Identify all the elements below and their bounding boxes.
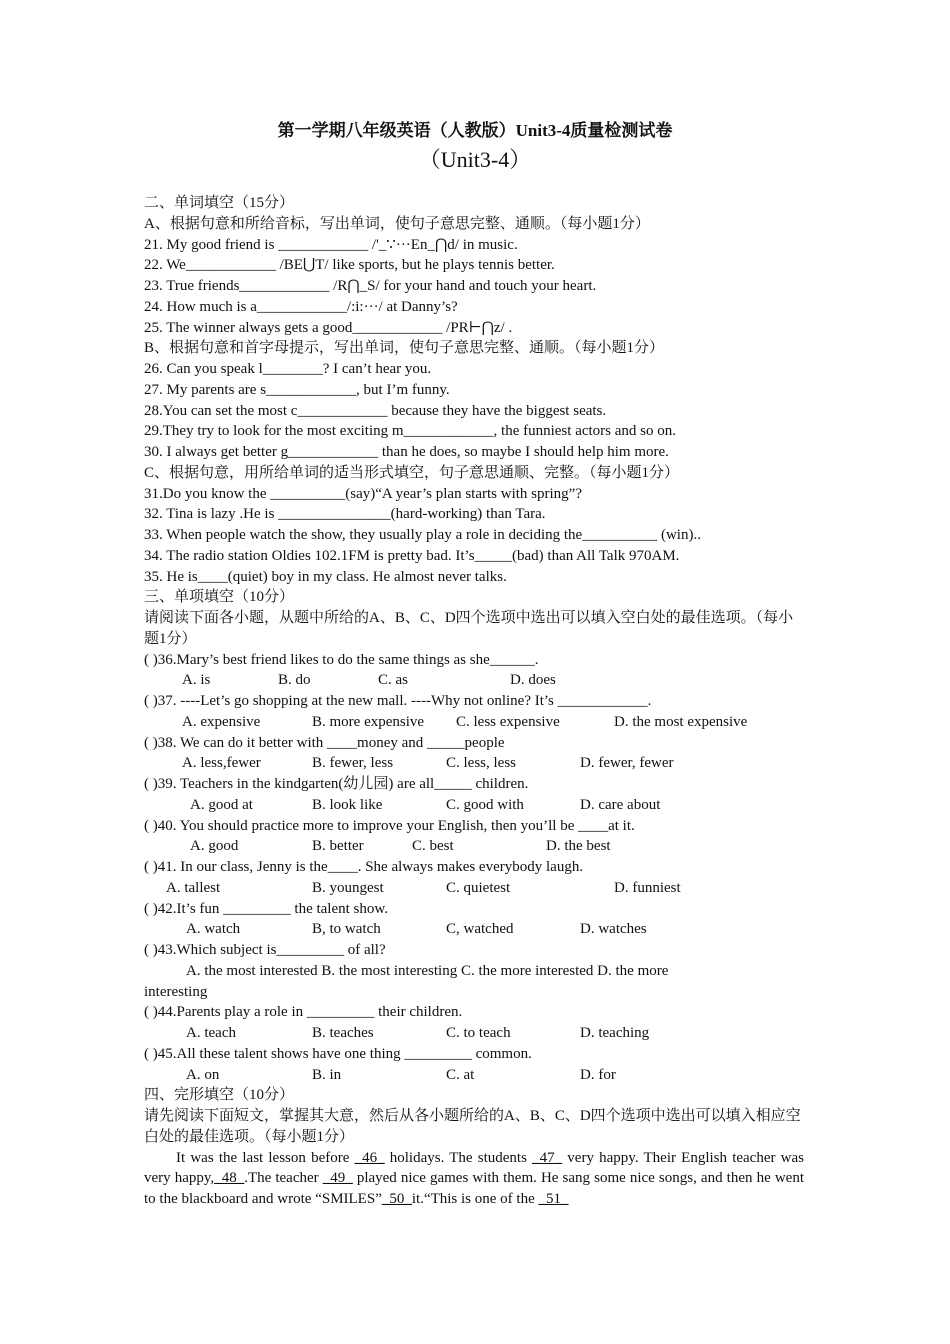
- exam-content: [144, 193, 804, 1210]
- option-a[interactable]: A. good at: [190, 796, 253, 813]
- question-stem: ( )40. You should practice more to improve your English, then you’ll be ____at it.: [144, 817, 635, 834]
- option-d[interactable]: D. care about: [580, 796, 661, 813]
- question-line: 24. How much is a____________/:i:···/ at Danny’s?: [144, 298, 458, 315]
- option-c[interactable]: C. best: [412, 838, 454, 855]
- answer-options: [144, 1023, 804, 1044]
- section4-title: 四、完形填空（10分）: [144, 1087, 295, 1104]
- question-line: A、根据句意和所给音标，写出单词，使句子意思完整、通顺。（每小题1分）: [144, 215, 650, 232]
- option-a[interactable]: A. tallest: [166, 879, 221, 896]
- passage-text: it.“This is one of the: [411, 1191, 539, 1207]
- question-stem: ( )38. We can do it better with ____money and _____people: [144, 734, 505, 751]
- question-43-options-cont: interesting: [144, 983, 208, 1000]
- option-a[interactable]: A. on: [186, 1066, 220, 1083]
- option-c[interactable]: C. at: [446, 1066, 475, 1083]
- passage-text: very happy. Their English teacher was very happy,: [144, 1149, 804, 1187]
- question-line: 31.Do you know the __________(say)“A year’s plan starts with spring”?: [144, 485, 582, 502]
- option-b[interactable]: B, to watch: [312, 921, 381, 938]
- page-title: 第一学期八年级英语（人教版）Unit3-4质量检测试卷: [277, 121, 673, 140]
- blank-51: _51_: [538, 1191, 569, 1207]
- option-d[interactable]: D. funniest: [614, 879, 681, 896]
- option-c[interactable]: C. less, less: [446, 755, 517, 772]
- question-stem: ( )37. ----Let’s go shopping at the new mall. ----Why not online? It’s ____________.: [144, 693, 652, 709]
- option-b[interactable]: B. look like: [312, 796, 383, 813]
- blank-49: _49_: [322, 1170, 353, 1187]
- answer-options: [144, 670, 804, 691]
- answer-options: [144, 1065, 804, 1086]
- option-a[interactable]: A. expensive: [182, 713, 261, 730]
- fill-in-section: [144, 193, 804, 608]
- question-line: 30. I always get better g____________ than he does, so maybe I should help him more.: [144, 444, 669, 460]
- option-a[interactable]: A. teach: [186, 1025, 236, 1041]
- blank-47: _47_: [532, 1149, 563, 1166]
- option-d[interactable]: D. for: [580, 1066, 616, 1083]
- question-line: C、根据句意，用所给单词的适当形式填空，句子意思通顺、完整。（每小题1分）: [144, 464, 680, 481]
- answer-options: [144, 878, 804, 899]
- question-line: 27. My parents are s____________, but I’m funny.: [144, 381, 450, 398]
- option-c[interactable]: C. good with: [446, 796, 524, 813]
- question-line: 34. The radio station Oldies 102.1FM is pretty bad. It’s_____(bad) than All Talk 970AM.: [144, 547, 680, 564]
- option-c[interactable]: C. quietest: [446, 879, 511, 896]
- option-b[interactable]: B. youngest: [312, 879, 384, 896]
- question-stem: ( )39. Teachers in the kindgarten(幼儿园) are all_____ children.: [144, 776, 529, 792]
- question-line: B、根据句意和首字母提示，写出单词，使句子意思完整、通顺。（每小题1分）: [144, 340, 665, 357]
- question-line: 三、单项填空（10分）: [144, 589, 295, 606]
- option-d[interactable]: D. teaching: [580, 1025, 650, 1041]
- option-b[interactable]: B. better: [312, 838, 364, 855]
- option-d[interactable]: D. does: [510, 672, 556, 689]
- passage-text: .The teacher: [244, 1170, 323, 1187]
- passage-text: played nice games with them. He sang some nice songs, and then he went to the blackboard and wrote “SMILES”: [144, 1170, 804, 1207]
- section3-intro: 请阅读下面各小题，从题中所给的A、B、C、D四个选项中选出可以填入空白处的最佳选项。（每小题1分）: [144, 610, 794, 647]
- question-line: 26. Can you speak l________? I can’t hear you.: [144, 361, 432, 377]
- question-43-options: A. the most interested B. the most interesting C. the more interested D. the more: [186, 962, 669, 979]
- cloze-passage: [144, 1148, 804, 1210]
- page-subtitle: （Unit3-4）: [418, 147, 532, 172]
- option-d[interactable]: D. the best: [546, 838, 611, 855]
- multiple-choice-list: [144, 650, 804, 941]
- option-b[interactable]: B. fewer, less: [312, 755, 394, 772]
- option-c[interactable]: C. as: [378, 672, 408, 689]
- question-line: 二、单词填空（15分）: [144, 195, 295, 211]
- blank-48: _48_: [214, 1170, 245, 1187]
- question-line: 29.They try to look for the most exciting m____________, the funniest actors and so on.: [144, 423, 677, 440]
- question-line: 21. My good friend is ____________ /'_∵···En_⋂d/ in music.: [144, 236, 518, 253]
- option-b[interactable]: B. teaches: [312, 1025, 374, 1041]
- question-stem: ( )41. In our class, Jenny is the____. She always makes everybody laugh.: [144, 859, 584, 875]
- passage-text: It was the last lesson before: [176, 1149, 355, 1166]
- option-a[interactable]: A. less,fewer: [182, 755, 261, 772]
- question-stem: ( )42.It’s fun _________ the talent show.: [144, 900, 388, 917]
- answer-options: [144, 753, 804, 774]
- passage-text: holidays. The students: [384, 1149, 533, 1166]
- option-a[interactable]: A. watch: [186, 921, 241, 938]
- question-line: 28.You can set the most c____________ because they have the biggest seats.: [144, 402, 607, 419]
- question-stem: ( )36.Mary’s best friend likes to do the same things as she______.: [144, 651, 539, 668]
- answer-options: [144, 795, 804, 816]
- question-line: 32. Tina is lazy .He is _______________(hard-working) than Tara.: [144, 506, 546, 523]
- option-b[interactable]: B. do: [278, 672, 311, 689]
- answer-options: [144, 919, 804, 940]
- option-a[interactable]: A. is: [182, 672, 211, 689]
- option-d[interactable]: D. the most expensive: [614, 713, 748, 730]
- question-stem: ( )45.All these talent shows have one thing _________ common.: [144, 1045, 532, 1062]
- question-line: 22. We____________ /BE⋃T/ like sports, but he plays tennis better.: [144, 257, 555, 274]
- answer-options: [144, 836, 804, 857]
- option-b[interactable]: B. in: [312, 1066, 342, 1083]
- question-line: 33. When people watch the show, they usually play a role in deciding the__________ (win)..: [144, 527, 701, 543]
- blank-50: _50_: [381, 1191, 412, 1207]
- multiple-choice-list-2: [144, 1002, 804, 1085]
- option-b[interactable]: B. more expensive: [312, 713, 425, 730]
- blank-46: _46_: [354, 1149, 385, 1166]
- option-d[interactable]: D. fewer, fewer: [580, 755, 674, 772]
- option-a[interactable]: A. good: [190, 838, 239, 855]
- answer-options: [144, 712, 804, 733]
- question-line: 25. The winner always gets a good____________ /PR⊢⋂z/ .: [144, 319, 513, 336]
- question-line: 23. True friends____________ /R⋂_S/ for your hand and touch your heart.: [144, 278, 597, 294]
- question-line: 35. He is____(quiet) boy in my class. He almost never talks.: [144, 568, 507, 585]
- option-c[interactable]: C. less expensive: [456, 713, 560, 730]
- option-c[interactable]: C. to teach: [446, 1025, 511, 1041]
- section4-intro: 请先阅读下面短文，掌握其大意，然后从各小题所给的A、B、C、D四个选项中选出可以填入相应空白处的最佳选项。（每小题1分）: [144, 1108, 801, 1145]
- option-d[interactable]: D. watches: [580, 921, 647, 938]
- option-c[interactable]: C, watched: [446, 921, 514, 938]
- question-43: ( )43.Which subject is_________ of all?: [144, 942, 386, 958]
- question-stem: ( )44.Parents play a role in _________ their children.: [144, 1004, 463, 1021]
